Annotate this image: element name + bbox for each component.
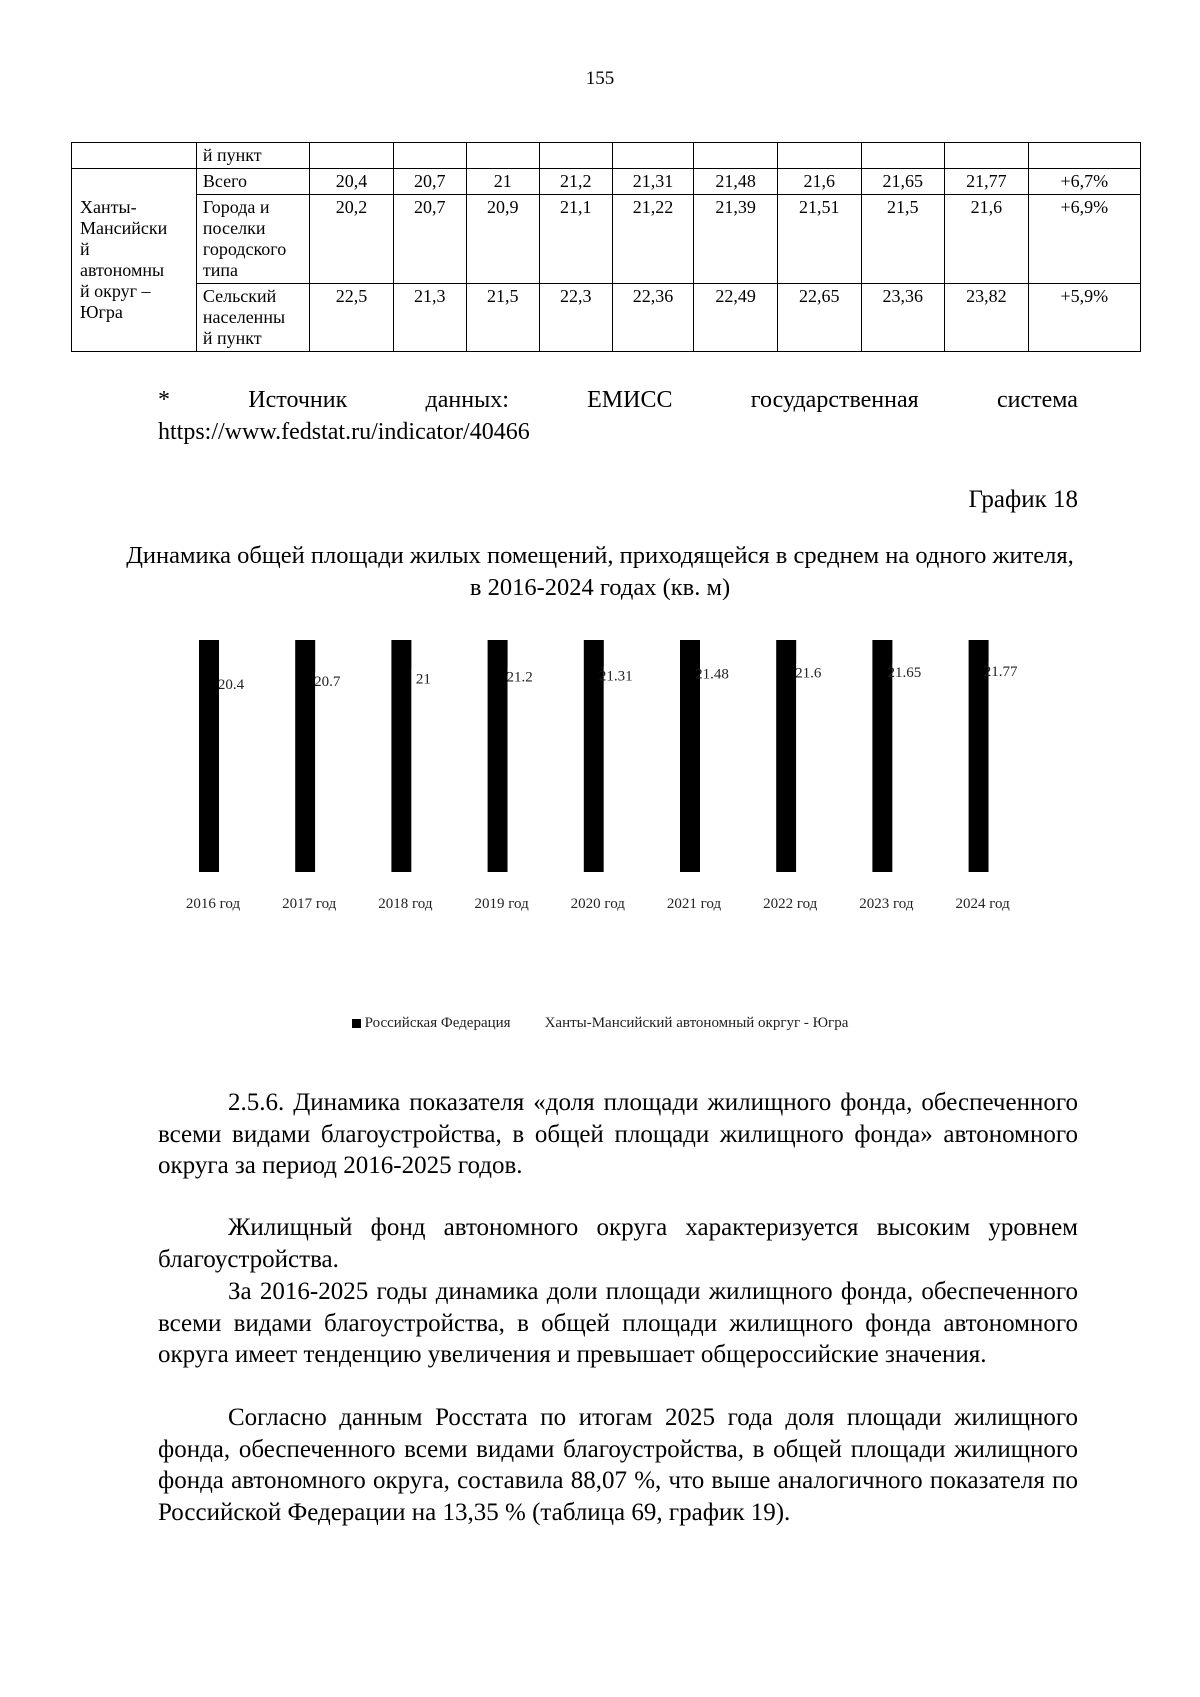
bar-hmao-2022 год: [796, 664, 816, 872]
data-table: [71, 142, 1141, 352]
legend-label-rf: Российская Федерация: [364, 1015, 511, 1031]
table-cell: й пункт: [196, 143, 309, 169]
bar-rf-2016 год: [199, 640, 219, 872]
table-cell: [310, 143, 394, 169]
label-hmao: 20.4: [217, 677, 245, 694]
source-word: Источник: [248, 387, 348, 413]
table-cell: 20,2: [310, 195, 394, 284]
page-number: 155: [585, 68, 615, 89]
table-cell: 21,3: [393, 284, 466, 352]
table-cell: [861, 143, 945, 169]
bar-hmao-2017 год: [315, 672, 335, 872]
table-cell: [393, 143, 466, 169]
paragraph-2: За 2016-2025 годы динамика доли площади жилищного фонда, обеспеченного всеми видами благоустройства, в общей площади жилищного фонда автономного округа имеет тенденцию увеличения и превышает общероссийские значения.: [158, 1278, 1078, 1368]
table-cell: [72, 143, 197, 169]
table-cell: [945, 143, 1029, 169]
source-url: https://www.fedstat.ru/indicator/40466: [158, 419, 530, 445]
section-heading: 2.5.6. Динамика показателя «доля площади жилищного фонда, обеспеченного всеми видами благоустройства, в общей площади жилищного фонда» автономного округа за период 2016-2025 годов.: [158, 1089, 1078, 1179]
bar-hmao-2024 год: [989, 662, 1009, 872]
bar-hmao-2016 год: [219, 675, 239, 872]
x-tick-label: 2023 год: [859, 896, 914, 912]
label-hmao: 21.48: [695, 666, 729, 683]
source-word: ЕМИСС: [587, 387, 673, 413]
label-hmao: 21.2: [506, 669, 533, 686]
bar-chart: [0, 640, 1200, 1010]
bar-hmao-2023 год: [892, 663, 912, 872]
table-cell: 22,3: [539, 284, 612, 352]
row-label: Сельский населенны й пункт: [196, 284, 309, 352]
label-hmao: 21.31: [598, 668, 633, 685]
table-cell: 22,36: [612, 284, 693, 352]
bar-rf-2019 год: [488, 640, 508, 872]
x-tick-label: 2018 год: [378, 896, 433, 912]
source-note: [158, 387, 1078, 414]
bar-hmao-2018 год: [411, 669, 431, 872]
table-cell: 21,31: [612, 169, 693, 195]
paragraph-1: Жилищный фонд автономного округа характеризуется высоким уровнем благоустройства.: [158, 1214, 1078, 1273]
source-word: государственная: [750, 387, 919, 413]
table-cell: 21,6: [777, 169, 861, 195]
table-cell: 20,9: [466, 195, 539, 284]
table-cell: [539, 143, 612, 169]
table-cell: 21,22: [612, 195, 693, 284]
x-tick-label: 2017 год: [282, 896, 337, 912]
bar-rf-2018 год: [391, 640, 411, 872]
table-cell: 22,49: [694, 284, 778, 352]
table-cell: [1028, 143, 1140, 169]
table-cell: +6,7%: [1028, 169, 1140, 195]
table-cell: 21,5: [466, 284, 539, 352]
legend-swatch-rf: [352, 1019, 361, 1028]
legend-label-hmao: Ханты-Мансийский автономный окргуг - Югра: [544, 1015, 849, 1031]
label-hmao: 21: [415, 671, 431, 688]
table-row: [72, 143, 1141, 169]
table-cell: 23,82: [945, 284, 1029, 352]
table-cell: 21,1: [539, 195, 612, 284]
label-hmao: 20.7: [314, 674, 341, 691]
table-cell: 21,2: [539, 169, 612, 195]
table-cell: [612, 143, 693, 169]
table-cell: 21,6: [945, 195, 1029, 284]
table-cell: +5,9%: [1028, 284, 1140, 352]
x-tick-label: 2020 год: [570, 896, 625, 912]
table-cell: 21,48: [694, 169, 778, 195]
chart-legend: [0, 1015, 1200, 1032]
table-cell: 21,51: [777, 195, 861, 284]
table-row: [72, 284, 1141, 352]
region-cell: Ханты- Мансийски й автономны й округ – Югра: [72, 169, 197, 352]
table-cell: 21,5: [861, 195, 945, 284]
label-hmao: 21.77: [983, 663, 1018, 680]
x-tick-label: 2022 год: [763, 896, 818, 912]
table-row: [72, 195, 1141, 284]
table-cell: [466, 143, 539, 169]
table-cell: 20,7: [393, 195, 466, 284]
x-tick-label: 2019 год: [474, 896, 529, 912]
bar-hmao-2020 год: [604, 666, 624, 872]
table-cell: 23,36: [861, 284, 945, 352]
chart-number: График 18: [968, 486, 1078, 513]
table-cell: 21,65: [861, 169, 945, 195]
bar-rf-2022 год: [776, 640, 796, 872]
label-hmao: 21.65: [887, 665, 922, 682]
source-word: система: [996, 387, 1078, 413]
source-word: *: [158, 387, 170, 413]
table-cell: 20,4: [310, 169, 394, 195]
paragraph-3: Согласно данным Росстата по итогам 2025 года доля площади жилищного фонда, обеспеченного всеми видами благоустройства, в общей площади жилищного фонда автономного округа, составила 88,07 %, что выше аналогичного показателя по Российской Федерации на 13,35 % (таблица 69, график 19).: [158, 1404, 1078, 1526]
bar-rf-2017 год: [295, 640, 315, 872]
row-label: Всего: [196, 169, 309, 195]
row-label: Города и поселки городского типа: [196, 195, 309, 284]
table-cell: 21: [466, 169, 539, 195]
table-cell: +6,9%: [1028, 195, 1140, 284]
x-tick-label: 2016 год: [185, 896, 241, 912]
x-tick-label: 2021 год: [666, 896, 722, 912]
table-cell: [694, 143, 778, 169]
bar-hmao-2021 год: [700, 665, 720, 872]
table-cell: 21,39: [694, 195, 778, 284]
table-cell: [777, 143, 861, 169]
source-word: данных:: [425, 387, 509, 413]
table-cell: 21,77: [945, 169, 1029, 195]
table-cell: 22,65: [777, 284, 861, 352]
table-row: [72, 169, 1141, 195]
table-cell: 20,7: [393, 169, 466, 195]
x-tick-label: 2024 год: [955, 896, 1010, 912]
label-hmao: 21.6: [795, 665, 822, 682]
chart-title: Динамика общей площади жилых помещений, приходящейся в среднем на одного жителя, в 2016-2024 годах (кв. м): [126, 542, 1074, 601]
table-cell: 22,5: [310, 284, 394, 352]
bar-hmao-2019 год: [508, 667, 528, 872]
